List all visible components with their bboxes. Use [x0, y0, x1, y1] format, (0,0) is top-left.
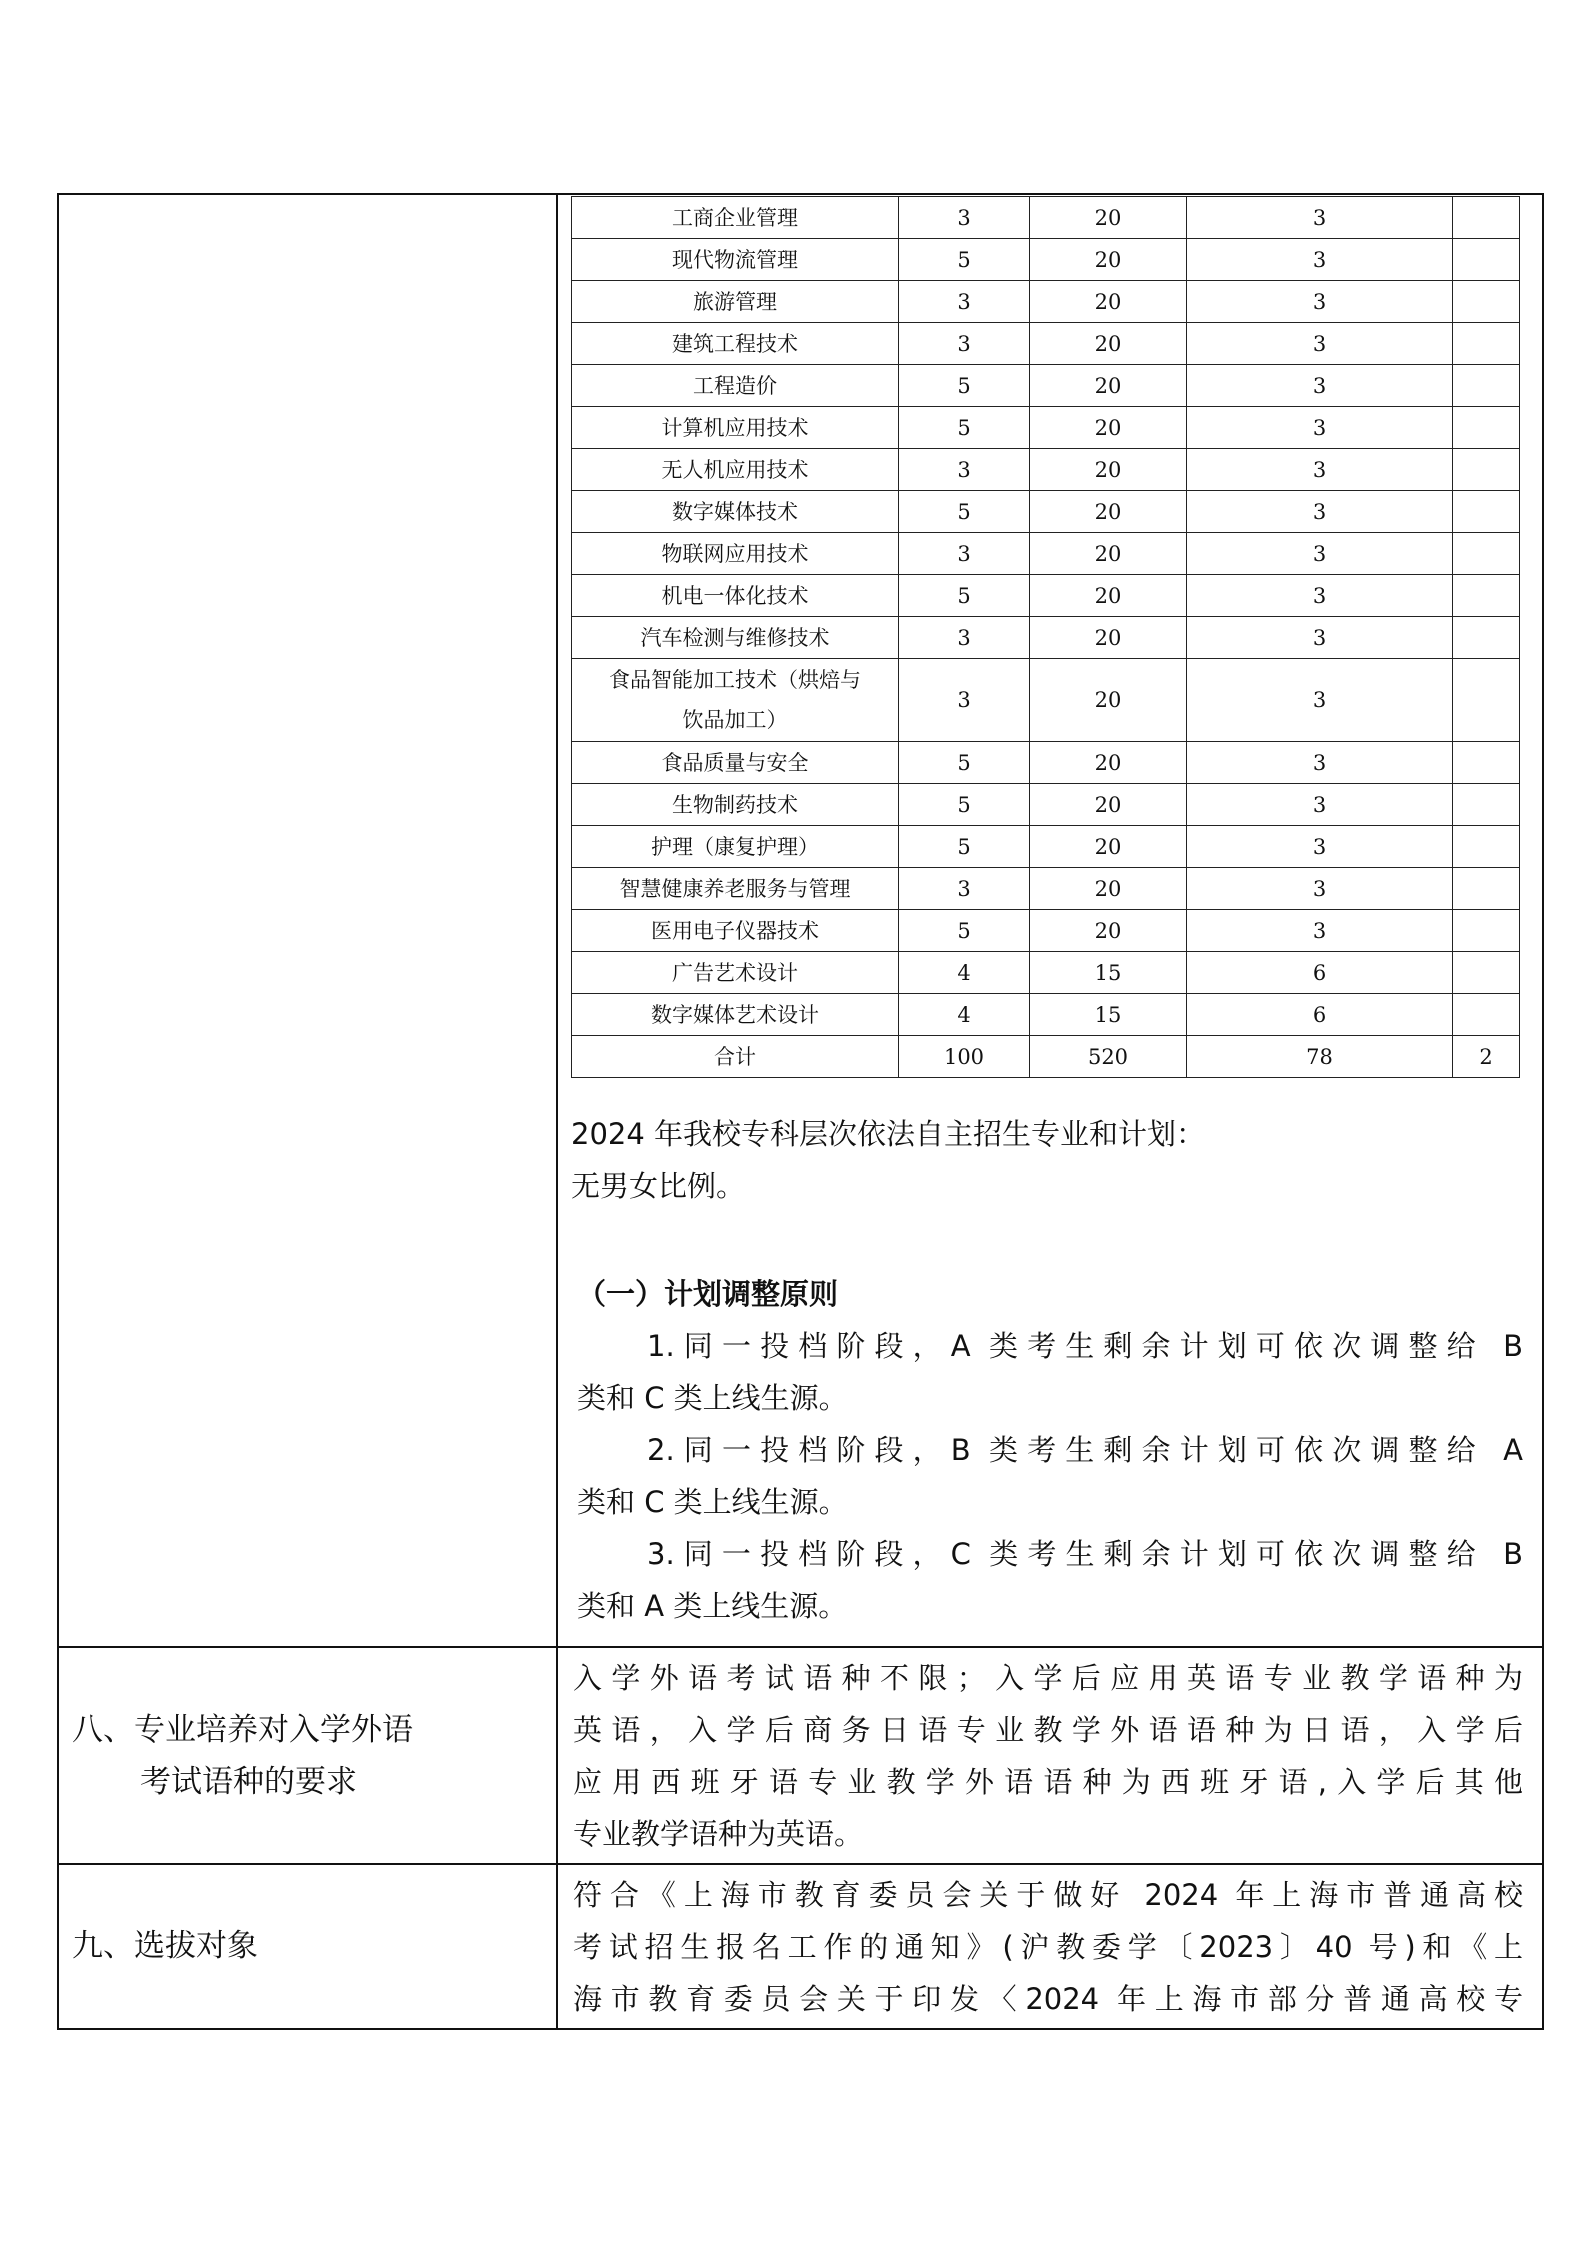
major-name: 无人机应用技术: [572, 449, 899, 491]
table-row: [572, 281, 1520, 323]
plan-value: 20: [1030, 868, 1187, 910]
row-divider-section9: [57, 1863, 1544, 1865]
plan-value: 3: [1187, 407, 1453, 449]
major-name: 工商企业管理: [572, 197, 899, 239]
plan-notes: [571, 1108, 1521, 1212]
plan-value: [1453, 323, 1520, 365]
major-name: 工程造价: [572, 365, 899, 407]
plan-value: 5: [899, 365, 1030, 407]
major-name: 食品质量与安全: [572, 742, 899, 784]
adjustment-paragraph-line: 类和 C 类上线生源。: [577, 1485, 848, 1519]
plan-value: 20: [1030, 742, 1187, 784]
table-row: [572, 365, 1520, 407]
plan-value: 20: [1030, 449, 1187, 491]
major-name: 旅游管理: [572, 281, 899, 323]
table-row: [572, 868, 1520, 910]
plan-value: 3: [1187, 826, 1453, 868]
plan-value: 3: [1187, 365, 1453, 407]
plan-value: 20: [1030, 407, 1187, 449]
plan-value: [1453, 197, 1520, 239]
plan-value: [1453, 617, 1520, 659]
plan-value: 5: [899, 239, 1030, 281]
adjustment-heading: （一）计划调整原则: [577, 1277, 839, 1311]
plan-value: 20: [1030, 365, 1187, 407]
plan-value: [1453, 491, 1520, 533]
plan-value: 3: [899, 868, 1030, 910]
table-row: [572, 449, 1520, 491]
plan-value: 20: [1030, 910, 1187, 952]
plan-value: 4: [899, 994, 1030, 1036]
plan-value: 20: [1030, 659, 1187, 742]
plan-note-line: 2024 年我校专科层次依法自主招生专业和计划：: [571, 1117, 1206, 1151]
plan-note-line: 无男女比例。: [571, 1169, 746, 1203]
plan-value: [1453, 952, 1520, 994]
plan-value: [1453, 659, 1520, 742]
row-divider-top: [57, 193, 1544, 195]
plan-value: [1453, 281, 1520, 323]
plan-value: 20: [1030, 575, 1187, 617]
section8-label-line: 八、专业培养对入学外语: [72, 1712, 413, 1748]
section9-text-line: 考试招生报名工作的通知》(沪教委学〔2023〕40 号)和《上: [573, 1930, 1523, 1964]
major-name: 智慧健康养老服务与管理: [572, 868, 899, 910]
plan-value: 3: [1187, 533, 1453, 575]
major-name: 机电一体化技术: [572, 575, 899, 617]
outer-left-border: [57, 193, 59, 2030]
total-value: 78: [1187, 1036, 1453, 1078]
plan-value: 20: [1030, 533, 1187, 575]
column-divider: [556, 193, 558, 2030]
plan-value: 4: [899, 952, 1030, 994]
plan-value: 5: [899, 491, 1030, 533]
plan-value: 5: [899, 742, 1030, 784]
plan-value: 3: [1187, 449, 1453, 491]
plan-value: 3: [899, 281, 1030, 323]
section8-text: [573, 1652, 1523, 1860]
major-name: 医用电子仪器技术: [572, 910, 899, 952]
plan-value: 3: [1187, 281, 1453, 323]
plan-value: 20: [1030, 239, 1187, 281]
table-row: [572, 659, 1520, 742]
plan-value: 3: [1187, 784, 1453, 826]
row-divider-bottom: [57, 2028, 1544, 2030]
plan-value: [1453, 239, 1520, 281]
enrollment-plan-table: [571, 196, 1520, 1078]
table-row: [572, 617, 1520, 659]
plan-value: 3: [1187, 575, 1453, 617]
plan-value: 5: [899, 407, 1030, 449]
total-value: 100: [899, 1036, 1030, 1078]
plan-value: 3: [1187, 323, 1453, 365]
section8-text-line: 应用西班牙语专业教学外语语种为西班牙语,入学后其他: [573, 1765, 1523, 1799]
table-row: [572, 323, 1520, 365]
plan-value: [1453, 868, 1520, 910]
major-name: 建筑工程技术: [572, 323, 899, 365]
major-name: 计算机应用技术: [572, 407, 899, 449]
section8-label-line: 考试语种的要求: [140, 1764, 357, 1800]
row-divider-section8: [57, 1646, 1544, 1648]
table-row: [572, 197, 1520, 239]
plan-value: 20: [1030, 784, 1187, 826]
adjustment-paragraph-line: 类和 C 类上线生源。: [577, 1381, 848, 1415]
table-row: [572, 491, 1520, 533]
section9-text-line: 海市教育委员会关于印发〈2024 年上海市部分普通高校专: [573, 1982, 1523, 2016]
plan-value: 3: [1187, 659, 1453, 742]
plan-value: 20: [1030, 197, 1187, 239]
plan-value: 6: [1187, 952, 1453, 994]
plan-value: [1453, 533, 1520, 575]
section8-text-line: 专业教学语种为英语。: [573, 1817, 864, 1851]
plan-value: 3: [899, 323, 1030, 365]
plan-value: 5: [899, 575, 1030, 617]
table-row: [572, 952, 1520, 994]
plan-value: 3: [1187, 910, 1453, 952]
total-row: [572, 1036, 1520, 1078]
major-name: 数字媒体艺术设计: [572, 994, 899, 1036]
major-name: 现代物流管理: [572, 239, 899, 281]
plan-value: [1453, 784, 1520, 826]
plan-value: 20: [1030, 617, 1187, 659]
plan-value: 5: [899, 910, 1030, 952]
table-row: [572, 742, 1520, 784]
major-name: 护理（康复护理）: [572, 826, 899, 868]
plan-value: [1453, 449, 1520, 491]
adjustment-paragraph-line: 1.同一投档阶段，A 类考生剩余计划可依次调整给 B: [647, 1329, 1523, 1363]
plan-value: 15: [1030, 994, 1187, 1036]
plan-value: 5: [899, 826, 1030, 868]
section8-text-line: 入学外语考试语种不限；入学后应用英语专业教学语种为: [573, 1661, 1523, 1695]
plan-value: 3: [1187, 617, 1453, 659]
plan-value: 3: [899, 449, 1030, 491]
section8-label: [72, 1704, 542, 1808]
plan-value: 15: [1030, 952, 1187, 994]
plan-value: 20: [1030, 323, 1187, 365]
table-row: [572, 910, 1520, 952]
total-value: 2: [1453, 1036, 1520, 1078]
plan-value: [1453, 910, 1520, 952]
plan-value: 20: [1030, 826, 1187, 868]
plan-value: 3: [1187, 197, 1453, 239]
plan-value: 3: [1187, 491, 1453, 533]
major-name: 汽车检测与维修技术: [572, 617, 899, 659]
plan-value: 3: [1187, 742, 1453, 784]
adjustment-paragraph-line: 2.同一投档阶段，B 类考生剩余计划可依次调整给 A: [647, 1433, 1523, 1467]
plan-value: 20: [1030, 491, 1187, 533]
table-row: [572, 533, 1520, 575]
major-name: 生物制药技术: [572, 784, 899, 826]
plan-value: [1453, 994, 1520, 1036]
plan-value: [1453, 365, 1520, 407]
section8-text-line: 英语，入学后商务日语专业教学外语语种为日语，入学后: [573, 1713, 1523, 1747]
major-name: 广告艺术设计: [572, 952, 899, 994]
section9-text: [573, 1869, 1523, 2025]
table-row: [572, 239, 1520, 281]
plan-value: [1453, 407, 1520, 449]
total-label: 合计: [572, 1036, 899, 1078]
table-row: [572, 784, 1520, 826]
adjustment-paragraph-line: 类和 A 类上线生源。: [577, 1589, 848, 1623]
plan-value: 3: [899, 617, 1030, 659]
plan-value: 5: [899, 784, 1030, 826]
total-value: 520: [1030, 1036, 1187, 1078]
major-name: 数字媒体技术: [572, 491, 899, 533]
plan-value: [1453, 575, 1520, 617]
plan-value: 3: [1187, 868, 1453, 910]
major-name: 物联网应用技术: [572, 533, 899, 575]
table-row: [572, 826, 1520, 868]
plan-value: 6: [1187, 994, 1453, 1036]
major-name-line: 饮品加工）: [682, 708, 788, 732]
table-row: [572, 575, 1520, 617]
major-name-line: 食品智能加工技术（烘焙与: [609, 668, 861, 692]
table-row: [572, 407, 1520, 449]
plan-value: 3: [899, 659, 1030, 742]
section9-label: 九、选拔对象: [72, 1928, 258, 1964]
plan-value: 20: [1030, 281, 1187, 323]
adjustment-paragraph-line: 3.同一投档阶段，C 类考生剩余计划可依次调整给 B: [647, 1537, 1523, 1571]
plan-value: 3: [899, 197, 1030, 239]
major-name: [572, 659, 899, 742]
plan-value: 3: [899, 533, 1030, 575]
plan-value: [1453, 826, 1520, 868]
section9-text-line: 符合《上海市教育委员会关于做好 2024 年上海市普通高校: [573, 1878, 1523, 1912]
plan-value: [1453, 742, 1520, 784]
adjustment-principles: [577, 1268, 1523, 1632]
plan-value: 3: [1187, 239, 1453, 281]
table-row: [572, 994, 1520, 1036]
